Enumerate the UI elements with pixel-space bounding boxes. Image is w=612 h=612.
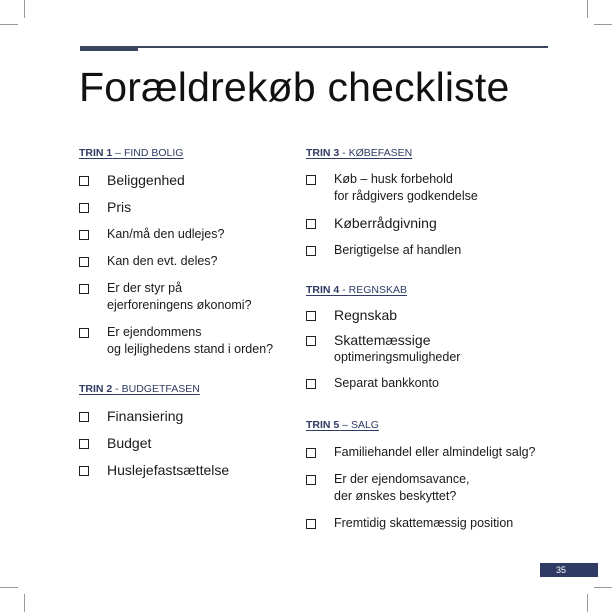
crop-mark (0, 587, 18, 588)
header-accent-bar (80, 46, 138, 51)
checkbox[interactable] (306, 519, 316, 529)
checkbox[interactable] (306, 379, 316, 389)
checkbox[interactable] (306, 311, 316, 321)
crop-mark (24, 0, 25, 18)
checkbox[interactable] (79, 257, 89, 267)
right-column (306, 146, 546, 532)
left-column (79, 146, 319, 479)
checklist-item: Køb – husk forbehold for rådgivers godkendelse (306, 171, 546, 205)
section-heading: TRIN 5 – SALG (306, 419, 379, 431)
crop-mark (594, 587, 612, 588)
checklist-item: Familiehandel eller almindeligt salg? (306, 444, 546, 461)
checklist-item: Finansiering (79, 408, 319, 425)
checklist-item: Er der ejendomsavance, der ønskes beskyttet? (306, 471, 546, 505)
crop-mark (594, 24, 612, 25)
header-rule (80, 46, 548, 48)
checkbox[interactable] (79, 466, 89, 476)
crop-mark (587, 594, 588, 612)
checkbox[interactable] (79, 230, 89, 240)
section-trin-4 (306, 283, 546, 392)
crop-mark (0, 24, 18, 25)
checkbox[interactable] (79, 176, 89, 186)
checklist-item: Køberrådgivning (306, 215, 546, 232)
section-trin-3 (306, 146, 546, 259)
checkbox[interactable] (306, 175, 316, 185)
checkbox[interactable] (306, 448, 316, 458)
checkbox[interactable] (306, 219, 316, 229)
section-heading: TRIN 4 - REGNSKAB (306, 284, 407, 296)
page-title: Forældrekøb checkliste (79, 64, 510, 110)
checkbox[interactable] (79, 328, 89, 338)
crop-mark (24, 594, 25, 612)
checklist-item: Beliggenhed (79, 172, 319, 189)
checklist-item: Regnskab (306, 307, 546, 324)
checklist-item: Skattemæssige optimeringsmuligheder (306, 332, 546, 366)
checklist-item: Er der styr på ejerforeningens økonomi? (79, 280, 319, 314)
checklist-item: Er ejendommens og lejlighedens stand i orden? (79, 324, 319, 358)
checklist-item: Budget (79, 435, 319, 452)
checklist-item: Berigtigelse af handlen (306, 242, 546, 259)
checklist-item: Kan den evt. deles? (79, 253, 319, 270)
checklist-item: Separat bankkonto (306, 375, 546, 392)
checkbox[interactable] (79, 203, 89, 213)
section-heading: TRIN 3 - KØBEFASEN (306, 147, 413, 159)
checkbox[interactable] (79, 284, 89, 294)
checkbox[interactable] (306, 336, 316, 346)
checkbox[interactable] (306, 475, 316, 485)
section-trin-1 (79, 146, 319, 358)
page-number: 35 (555, 565, 566, 575)
checklist-item: Fremtidig skattemæssig position (306, 515, 546, 532)
checklist-item: Pris (79, 199, 319, 216)
section-trin-2 (79, 382, 319, 479)
checkbox[interactable] (79, 412, 89, 422)
section-heading: TRIN 1 – FIND BOLIG (79, 147, 184, 159)
section-trin-5 (306, 418, 546, 532)
checkbox[interactable] (79, 439, 89, 449)
section-heading: TRIN 2 - BUDGETFASEN (79, 383, 200, 395)
checklist-item: Huslejefastsættelse (79, 462, 319, 479)
checklist-item: Kan/må den udlejes? (79, 226, 319, 243)
crop-mark (587, 0, 588, 18)
checkbox[interactable] (306, 246, 316, 256)
